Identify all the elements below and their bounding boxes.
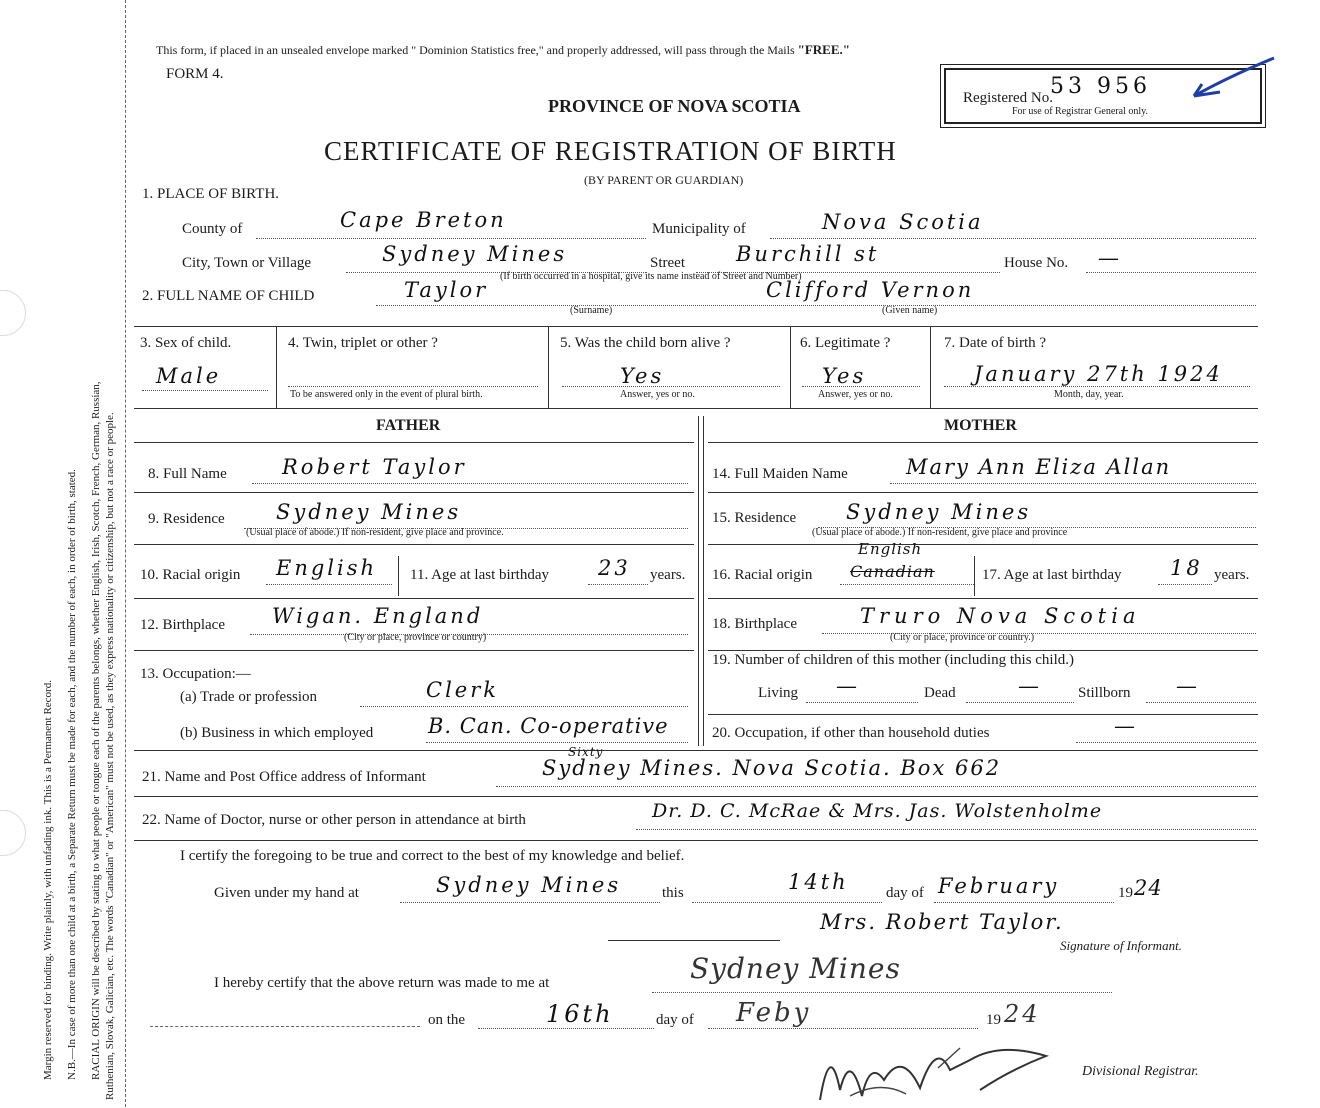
on-the-label: on the [428,1012,466,1028]
father-residence-label: 9. Residence [148,511,225,527]
informant-value: Sydney Mines. Nova Scotia. Box 662 [542,756,1002,780]
mother-race-label: 16. Racial origin [712,567,813,583]
mail-notice: This form, if placed in an unsealed envelope marked " Dominion Statistics free," and properly addressed, will pass through the Mails "FREE." [156,42,850,57]
father-age-label: 11. Age at last birthday [410,567,549,583]
living-value: — [836,674,860,698]
child-given-name: Clifford Vernon [766,278,975,302]
mother-heading: MOTHER [944,417,1017,434]
column-divider [698,416,699,746]
legitimate-label: 6. Legitimate ? [800,335,891,351]
informant-label: 21. Name and Post Office address of Informant [142,769,426,785]
dob-label: 7. Date of birth ? [944,335,1047,351]
house-value: — [1098,246,1122,270]
mother-residence: Sydney Mines [846,500,1032,524]
row3-top-rule [134,326,1258,327]
legitimate-value: Yes [822,364,867,388]
father-residence: Sydney Mines [276,500,462,524]
municipality-label: Municipality of [652,221,746,237]
mother-birthplace-label: 18. Birthplace [712,616,797,632]
municipality-value: Nova Scotia [822,210,984,234]
sex-label: 3. Sex of child. [140,335,232,351]
certificate-subtitle: (BY PARENT OR GUARDIAN) [584,173,744,187]
sex-value: Male [156,364,222,388]
day-of-label: day of [886,885,924,901]
mother-occupation: — [1114,714,1138,738]
margin-fold-line [125,0,126,1107]
on-month: Feby [736,998,812,1028]
attendant-label: 22. Name of Doctor, nurse or other person in attendance at birth [142,812,526,828]
given-year: 24 [1134,876,1163,900]
child-name-label: 2. FULL NAME OF CHILD [142,288,315,304]
alive-value: Yes [620,364,665,388]
given-name-note: (Given name) [882,305,938,316]
margin-racial-note-2: Ruthenian, Slovak, Galician, etc. The words "Canadian" or "American" must not be used, as they express nationality or citizenship, but not a race or people. [104,412,116,1100]
mother-occupation-label: 20. Occupation, if other than household duties [712,725,990,741]
father-trade: Clerk [426,678,499,702]
punch-hole [0,290,26,336]
alive-note: Answer, yes or no. [620,389,695,400]
twin-label: 4. Twin, triplet or other ? [288,335,438,351]
father-birthplace-label: 12. Birthplace [140,617,225,633]
legitimate-note: Answer, yes or no. [818,389,893,400]
dob-value: January 27th 1924 [974,362,1223,386]
county-value: Cape Breton [340,208,507,232]
father-trade-label: (a) Trade or profession [180,689,318,705]
living-label: Living [758,685,798,701]
child-surname: Taylor [404,278,489,302]
witness-line [608,940,780,941]
mother-age: 18 [1170,556,1203,580]
year2-prefix: 19 [986,1012,1001,1028]
father-years-label: years. [650,567,686,583]
father-business-label: (b) Business in which employed [180,725,374,741]
margin-racial-note: RACIAL ORIGIN will be described by stating to what people or tongue each of the parents belongs, whether English, Irish, Scotch, French, German, Russian, [90,381,102,1080]
surname-note: (Surname) [570,305,613,316]
attendant-value: Dr. D. C. McRae & Mrs. Jas. Wolstenholme [652,800,1103,822]
binding-margin [0,0,130,1107]
father-business: B. Can. Co-operative [428,714,669,738]
alive-label: 5. Was the child born alive ? [560,335,731,351]
given-month: February [938,874,1060,898]
father-heading: FATHER [376,417,441,434]
father-birthplace: Wigan. England [272,604,484,628]
certify-text: I certify the foregoing to be true and correct to the best of my knowledge and belief. [180,848,685,864]
twin-note: To be answered only in the event of plural birth. [290,389,483,400]
father-residence-note: (Usual place of abode.) If non-resident, give place and province. [246,527,504,538]
father-name: Robert Taylor [282,455,467,479]
registered-number: 53 956 [1050,74,1151,99]
row3-bottom-rule [134,408,1258,409]
father-race-label: 10. Racial origin [140,567,241,583]
given-at-place: Sydney Mines [436,873,622,897]
form-number: FORM 4. [166,66,224,82]
certificate-title: CERTIFICATE OF REGISTRATION OF BIRTH [324,136,897,166]
stillborn-value: — [1176,674,1200,698]
dead-value: — [1018,674,1042,698]
registered-label: Registered No. [963,90,1053,106]
mother-birthplace-note: (City or place, province or country.) [890,632,1035,643]
mother-race: English [858,540,923,558]
hospital-note: (If birth occurred in a hospital, give its name instead of Street and Number) [500,271,802,282]
informant-insert: Sixty [568,745,604,759]
registrar-signature-icon [810,1030,1060,1108]
day-of-label-2: day of [656,1012,694,1028]
street-label: Street [650,255,685,271]
given-year-prefix: 19 [1118,885,1133,901]
on-day: 16th [546,1000,614,1028]
father-name-label: 8. Full Name [148,466,227,482]
stillborn-label: Stillborn [1078,685,1131,701]
punch-hole [0,810,26,856]
city-label: City, Town or Village [182,255,312,271]
blue-checkmark-icon [1190,56,1280,106]
county-label: County of [182,221,243,237]
place-of-birth-label: 1. PLACE OF BIRTH. [142,186,280,202]
registrar-label: Divisional Registrar. [1082,1064,1199,1079]
this-label: this [662,885,684,901]
mother-age-label: 17. Age at last birthday [982,567,1122,583]
children-count-label: 19. Number of children of this mother (including this child.) [712,652,1075,668]
mother-residence-label: 15. Residence [712,510,797,526]
mother-residence-note: (Usual place of abode.) If non-resident, give place and province [812,527,1068,538]
father-age: 23 [598,556,631,580]
father-race: English [276,556,378,580]
given-day: 14th [788,870,849,894]
mother-name-label: 14. Full Maiden Name [712,466,848,482]
mother-name: Mary Ann Eliza Allan [906,455,1172,479]
house-label: House No. [1004,255,1069,271]
hereby-text: I hereby certify that the above return was made to me at [214,975,550,991]
dob-note: Month, day, year. [1054,389,1124,400]
mother-birthplace: Truro Nova Scotia [860,604,1141,628]
on-year: 24 [1004,1000,1041,1028]
father-occupation-label: 13. Occupation:— [140,666,251,682]
registrar-note: For use of Registrar General only. [1012,106,1148,117]
margin-nb-note: N.B.—In case of more than one child at a birth, a Separate Return must be made for each, and the number of each, in order of birth, stated. [66,469,78,1080]
dead-label: Dead [924,685,956,701]
given-at-label: Given under my hand at [214,885,359,901]
hereby-place: Sydney Mines [690,952,901,985]
mother-years-label: years. [1214,567,1250,583]
informant-signature-label: Signature of Informant. [1060,938,1182,953]
city-value: Sydney Mines [382,242,568,266]
margin-binding-note: Margin reserved for binding. Write plainly, with unfading ink. This is a Permanent Record. [42,680,54,1080]
mother-race-struck: Canadian [850,562,935,581]
informant-signature: Mrs. Robert Taylor. [820,910,1064,934]
street-value: Burchill st [736,242,880,266]
father-birthplace-note: (City or place, province or country) [344,632,487,643]
province-heading: PROVINCE OF NOVA SCOTIA [548,96,801,116]
